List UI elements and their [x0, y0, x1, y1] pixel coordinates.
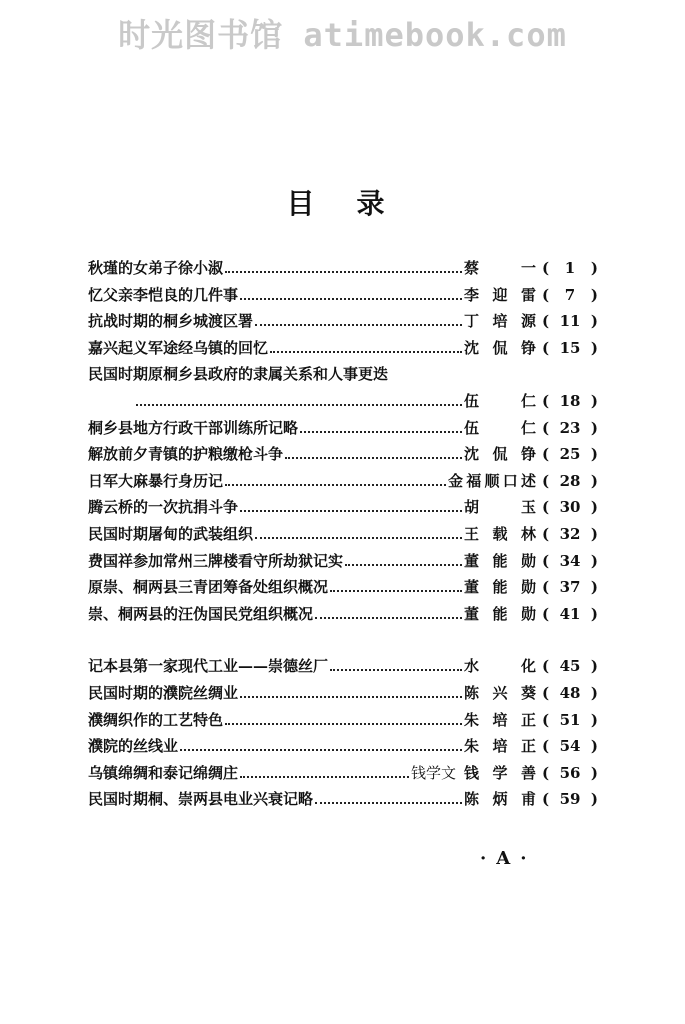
- entry-title: 腾云桥的一次抗捐斗争: [88, 498, 239, 517]
- toc-entry[interactable]: [88, 786, 598, 813]
- entry-page: [536, 552, 598, 570]
- paren-close: ): [590, 391, 598, 410]
- page-number: 37: [559, 578, 581, 597]
- entry-author: 伍 仁: [464, 418, 536, 437]
- entry-title: 嘉兴起义军途经乌镇的回忆: [88, 338, 269, 357]
- entry-page: [536, 525, 598, 543]
- entry-page: [536, 286, 598, 304]
- paren-open: (: [542, 578, 550, 597]
- page-number: 11: [559, 312, 581, 331]
- toc-entry[interactable]: [88, 521, 598, 548]
- toc-entry[interactable]: [88, 733, 598, 760]
- paren-open: (: [542, 763, 550, 782]
- entry-title: 忆父亲李恺良的几件事: [88, 285, 239, 304]
- entry-title: 民国时期原桐乡县政府的隶属关系和人事更迭: [88, 365, 389, 384]
- entry-author: 丁培源: [464, 312, 536, 331]
- toc-entry[interactable]: [88, 680, 598, 707]
- entry-author: 沈侃铮: [464, 445, 536, 464]
- entry-title: 秋瑾的女弟子徐小淑: [88, 259, 224, 277]
- paren-close: ): [590, 790, 598, 809]
- paren-close: ): [590, 657, 598, 676]
- toc-entry[interactable]: [88, 707, 598, 734]
- toc-entry[interactable]: [88, 601, 598, 628]
- entry-author: 沈侃铮: [464, 338, 536, 357]
- paren-open: (: [542, 338, 550, 357]
- page-number: 7: [564, 285, 576, 304]
- page-number: 30: [559, 498, 581, 517]
- entry-author: 朱培正: [464, 710, 536, 729]
- toc-entry-continuation[interactable]: [88, 388, 598, 415]
- dot-leader: [136, 404, 462, 406]
- page-number: 34: [559, 551, 581, 570]
- dot-leader: [315, 617, 462, 619]
- page-number: 41: [559, 604, 581, 623]
- paren-open: (: [542, 604, 550, 623]
- entry-title: 抗战时期的桐乡城渡区署: [88, 312, 254, 331]
- entry-page: [536, 259, 598, 277]
- entry-page: [536, 737, 598, 755]
- page-number: 51: [559, 710, 581, 729]
- toc-entry[interactable]: [88, 441, 598, 468]
- page-number: 15: [559, 338, 581, 357]
- entry-title: 崇、桐两县的汪伪国民党组织概况: [88, 604, 314, 623]
- entry-title: 濮绸织作的工艺特色: [88, 710, 224, 729]
- entry-title: 濮院的丝线业: [88, 737, 179, 756]
- dot-leader: [345, 564, 462, 566]
- dot-leader: [255, 537, 462, 539]
- entry-title: 费国祥参加常州三牌楼看守所劫狱记实: [88, 551, 344, 570]
- entry-author: 王载林: [464, 524, 536, 543]
- paren-close: ): [590, 338, 598, 357]
- paren-close: ): [590, 445, 598, 464]
- dot-leader: [315, 802, 462, 804]
- paren-open: (: [542, 418, 550, 437]
- entry-author: 董能勋: [464, 551, 536, 570]
- entry-author: 董能勋: [464, 604, 536, 623]
- entry-page: [536, 790, 598, 808]
- paren-close: ): [590, 578, 598, 597]
- paren-close: ): [590, 683, 598, 702]
- toc-entry[interactable]: [88, 574, 598, 601]
- toc-entry[interactable]: [88, 653, 598, 680]
- entry-author: 胡 玉: [464, 498, 536, 517]
- paren-open: (: [542, 657, 550, 676]
- paren-open: (: [542, 737, 550, 756]
- dot-leader: [330, 590, 462, 592]
- page-number: 18: [559, 391, 581, 410]
- page-number: 59: [559, 790, 581, 809]
- entry-author: 水 化: [464, 657, 536, 676]
- entry-page: [536, 684, 598, 702]
- toc-entry[interactable]: [88, 468, 598, 495]
- dot-leader: [240, 776, 409, 778]
- page-number: 1: [564, 259, 576, 277]
- entry-page: [536, 711, 598, 729]
- paren-open: (: [542, 551, 550, 570]
- paren-close: ): [590, 498, 598, 517]
- dot-leader: [180, 749, 462, 751]
- entry-title: 记本县第一家现代工业——崇德丝厂: [88, 657, 329, 676]
- entry-author: 伍 仁: [464, 391, 536, 410]
- paren-open: (: [542, 285, 550, 304]
- toc-entry[interactable]: [88, 282, 598, 309]
- page-number: 32: [559, 524, 581, 543]
- dot-leader: [300, 431, 462, 433]
- dot-leader: [285, 457, 462, 459]
- entry-page: [536, 578, 598, 596]
- toc-entry[interactable]: [88, 760, 598, 787]
- entry-page: [536, 312, 598, 330]
- paren-open: (: [542, 710, 550, 729]
- paren-open: (: [542, 471, 550, 490]
- watermark: 时光图书馆 atimebook.com: [118, 16, 567, 54]
- entry-page: [536, 392, 598, 410]
- paren-open: (: [542, 259, 550, 277]
- dot-leader: [225, 271, 462, 273]
- entry-author: 陈炳甫: [464, 790, 536, 809]
- paren-close: ): [590, 524, 598, 543]
- paren-open: (: [542, 445, 550, 464]
- entry-author: 金福顺口述: [448, 471, 536, 490]
- page-number: 54: [559, 737, 581, 756]
- toc-entry[interactable]: [88, 335, 598, 362]
- paren-open: (: [542, 683, 550, 702]
- entry-coauthor: 钱学文: [411, 762, 464, 783]
- entry-author: 董能勋: [464, 578, 536, 597]
- entry-page: [536, 339, 598, 357]
- paren-open: (: [542, 790, 550, 809]
- toc-entry-title-line[interactable]: [88, 361, 598, 388]
- toc-entry[interactable]: [88, 548, 598, 575]
- page-number: 25: [559, 445, 581, 464]
- paren-close: ): [590, 312, 598, 331]
- page-number: 45: [559, 657, 581, 676]
- entry-author: 朱培正: [464, 737, 536, 756]
- entry-page: [536, 472, 598, 490]
- entry-title: 解放前夕青镇的护粮缴枪斗争: [88, 445, 284, 464]
- paren-close: ): [590, 259, 598, 277]
- paren-open: (: [542, 312, 550, 331]
- page-number: 28: [559, 471, 581, 490]
- entry-title: 民国时期桐、崇两县电业兴衰记略: [88, 790, 314, 809]
- paren-close: ): [590, 737, 598, 756]
- entry-title: 原崇、桐两县三青团筹备处组织概况: [88, 578, 329, 597]
- page-number: 23: [559, 418, 581, 437]
- entry-page: [536, 498, 598, 516]
- dot-leader: [240, 298, 462, 300]
- table-of-contents: [88, 255, 598, 813]
- entry-page: [536, 657, 598, 675]
- entry-title: 乌镇绵绸和泰记绵绸庄: [88, 763, 239, 782]
- paren-close: ): [590, 471, 598, 490]
- dot-leader: [240, 510, 462, 512]
- page-footer: ·A·: [480, 848, 537, 869]
- entry-page: [536, 764, 598, 782]
- paren-close: ): [590, 418, 598, 437]
- paren-close: ): [590, 285, 598, 304]
- page-number: 48: [559, 683, 581, 702]
- dot-leader: [240, 696, 462, 698]
- toc-entry[interactable]: [88, 494, 598, 521]
- entry-page: [536, 605, 598, 623]
- paren-close: ): [590, 604, 598, 623]
- entry-author: 蔡 一: [464, 259, 536, 277]
- entry-title: 民国时期的濮院丝绸业: [88, 683, 239, 702]
- entry-page: [536, 419, 598, 437]
- section-gap: [88, 627, 598, 653]
- entry-title: 日军大麻暴行身历记: [88, 471, 224, 490]
- dot-leader: [270, 351, 462, 353]
- entry-author: 钱学善: [464, 763, 536, 782]
- toc-entry[interactable]: [88, 308, 598, 335]
- toc-entry[interactable]: [88, 255, 598, 282]
- dot-leader: [225, 484, 446, 486]
- paren-open: (: [542, 498, 550, 517]
- entry-title: 桐乡县地方行政干部训练所记略: [88, 418, 299, 437]
- entry-author: 李迎雷: [464, 285, 536, 304]
- dot-leader: [330, 669, 462, 671]
- entry-author: 陈兴葵: [464, 683, 536, 702]
- entry-page: [536, 445, 598, 463]
- toc-entry[interactable]: [88, 415, 598, 442]
- entry-title: 民国时期屠甸的武装组织: [88, 524, 254, 543]
- paren-close: ): [590, 710, 598, 729]
- paren-close: ): [590, 551, 598, 570]
- paren-open: (: [542, 391, 550, 410]
- dot-leader: [225, 723, 462, 725]
- page-title: 目录: [286, 187, 427, 220]
- paren-open: (: [542, 524, 550, 543]
- page-number: 56: [559, 763, 581, 782]
- paren-close: ): [590, 763, 598, 782]
- dot-leader: [255, 324, 462, 326]
